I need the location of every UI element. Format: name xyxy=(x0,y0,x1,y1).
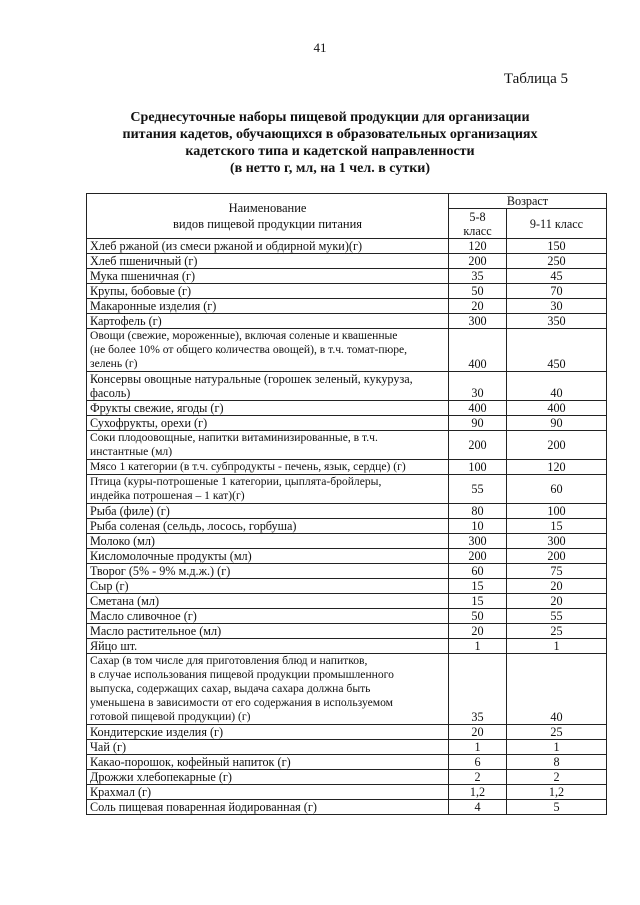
product-name-line: Крупы, бобовые (г) xyxy=(90,284,192,298)
table-row xyxy=(87,416,607,431)
product-name-line: Какао-порошок, кофейный напиток (г) xyxy=(90,755,291,769)
table-row xyxy=(87,624,607,639)
product-name-cell xyxy=(87,755,449,770)
product-name-cell xyxy=(87,785,449,800)
product-name-line: индейка потрошеная – 1 кат)(г) xyxy=(90,489,245,502)
table-row xyxy=(87,269,607,284)
product-name-cell xyxy=(87,460,449,475)
value-grade-5-8: 400 xyxy=(449,401,507,416)
table-row xyxy=(87,564,607,579)
value-grade-5-8: 6 xyxy=(449,755,507,770)
product-name-line: выпуска, содержащих сахар, выдача сахара должна быть xyxy=(90,682,371,695)
value-grade-5-8: 400 xyxy=(449,329,507,372)
value-grade-9-11: 55 xyxy=(507,609,607,624)
product-name-line: Сахар (в том числе для приготовления блюд и напитков, xyxy=(90,654,368,667)
product-name-line: Сухофрукты, орехи (г) xyxy=(90,416,208,430)
table-row xyxy=(87,725,607,740)
table-row xyxy=(87,460,607,475)
product-name-line: в случае использования пищевой продукции промышленного xyxy=(90,668,394,681)
table-row xyxy=(87,475,607,504)
product-name-cell xyxy=(87,800,449,815)
table-title xyxy=(60,109,600,177)
header-grade-line: 5-8 xyxy=(469,209,486,224)
product-name-line: Сметана (мл) xyxy=(90,594,160,608)
header-name-line: Наименование xyxy=(228,201,307,215)
value-grade-9-11: 300 xyxy=(507,534,607,549)
product-name-cell xyxy=(87,299,449,314)
value-grade-9-11: 25 xyxy=(507,725,607,740)
value-grade-9-11: 45 xyxy=(507,269,607,284)
product-name-cell xyxy=(87,416,449,431)
table-row xyxy=(87,785,607,800)
product-name-line: Мука пшеничная (г) xyxy=(90,269,196,283)
product-name-cell xyxy=(87,534,449,549)
table-row xyxy=(87,329,607,372)
product-name-line: фасоль) xyxy=(90,386,131,400)
table-row xyxy=(87,299,607,314)
product-name-line: Макаронные изделия (г) xyxy=(90,299,217,313)
value-grade-9-11: 30 xyxy=(507,299,607,314)
value-grade-5-8: 10 xyxy=(449,519,507,534)
product-name-cell xyxy=(87,372,449,401)
value-grade-5-8: 90 xyxy=(449,416,507,431)
product-name-cell xyxy=(87,579,449,594)
title-line: кадетского типа и кадетской направленности xyxy=(185,144,475,159)
product-name-line: Картофель (г) xyxy=(90,314,162,328)
value-grade-9-11: 20 xyxy=(507,594,607,609)
value-grade-9-11: 200 xyxy=(507,431,607,460)
product-name-cell xyxy=(87,504,449,519)
value-grade-9-11: 120 xyxy=(507,460,607,475)
header-grade-line: класс xyxy=(463,223,492,238)
value-grade-5-8: 200 xyxy=(449,254,507,269)
header-name-line: видов пищевой продукции питания xyxy=(172,217,363,231)
product-name-line: уменьшена в зависимости от его содержания в используемом xyxy=(90,696,393,709)
table-row xyxy=(87,519,607,534)
table-row xyxy=(87,755,607,770)
table-row xyxy=(87,504,607,519)
value-grade-9-11: 5 xyxy=(507,800,607,815)
table-row xyxy=(87,254,607,269)
value-grade-5-8: 15 xyxy=(449,579,507,594)
value-grade-5-8: 60 xyxy=(449,564,507,579)
value-grade-9-11: 20 xyxy=(507,579,607,594)
product-name-line: Консервы овощные натуральные (горошек зеленый, кукуруза, xyxy=(90,372,413,386)
value-grade-5-8: 50 xyxy=(449,284,507,299)
product-name-line: Сыр (г) xyxy=(90,579,129,593)
product-name-line: Масло растительное (мл) xyxy=(90,624,222,638)
value-grade-5-8: 50 xyxy=(449,609,507,624)
table-row xyxy=(87,654,607,725)
table-row xyxy=(87,314,607,329)
product-name-cell xyxy=(87,329,449,372)
value-grade-5-8: 1,2 xyxy=(449,785,507,800)
value-grade-9-11: 250 xyxy=(507,254,607,269)
value-grade-9-11: 400 xyxy=(507,401,607,416)
value-grade-9-11: 8 xyxy=(507,755,607,770)
value-grade-5-8: 30 xyxy=(449,372,507,401)
product-name-line: Чай (г) xyxy=(90,740,127,754)
product-name-line: зелень (г) xyxy=(90,357,138,370)
value-grade-9-11: 1,2 xyxy=(507,785,607,800)
product-name-cell xyxy=(87,284,449,299)
food-norms-table xyxy=(86,193,607,815)
table-row xyxy=(87,800,607,815)
product-name-line: Творог (5% - 9% м.д.ж.) (г) xyxy=(90,564,231,578)
value-grade-5-8: 120 xyxy=(449,239,507,254)
value-grade-5-8: 200 xyxy=(449,549,507,564)
value-grade-9-11: 450 xyxy=(507,329,607,372)
product-name-cell xyxy=(87,314,449,329)
column-header-age: Возраст xyxy=(449,194,607,209)
product-name-line: Соки плодоовощные, напитки витаминизированные, в т.ч. xyxy=(90,431,378,444)
table-row xyxy=(87,594,607,609)
product-name-cell xyxy=(87,770,449,785)
value-grade-9-11: 15 xyxy=(507,519,607,534)
product-name-line: Фрукты свежие, ягоды (г) xyxy=(90,401,224,415)
product-name-line: Кисломолочные продукты (мл) xyxy=(90,549,252,563)
value-grade-9-11: 150 xyxy=(507,239,607,254)
value-grade-9-11: 2 xyxy=(507,770,607,785)
value-grade-5-8: 4 xyxy=(449,800,507,815)
product-name-line: (не более 10% от общего количества овощей), в т.ч. томат-пюре, xyxy=(90,343,408,356)
column-header-name xyxy=(87,194,449,239)
value-grade-9-11: 200 xyxy=(507,549,607,564)
table-row xyxy=(87,401,607,416)
value-grade-5-8: 100 xyxy=(449,460,507,475)
table-row xyxy=(87,639,607,654)
product-name-line: Рыба (филе) (г) xyxy=(90,504,170,518)
table-row xyxy=(87,431,607,460)
product-name-cell xyxy=(87,740,449,755)
product-name-cell xyxy=(87,431,449,460)
product-name-cell xyxy=(87,654,449,725)
product-name-line: Хлеб пшеничный (г) xyxy=(90,254,198,268)
value-grade-9-11: 25 xyxy=(507,624,607,639)
title-line: (в нетто г, мл, на 1 чел. в сутки) xyxy=(229,161,431,176)
product-name-cell xyxy=(87,254,449,269)
title-line: Среднесуточные наборы пищевой продукции для организации xyxy=(130,110,530,125)
value-grade-5-8: 55 xyxy=(449,475,507,504)
value-grade-5-8: 15 xyxy=(449,594,507,609)
page-number: 41 xyxy=(313,40,327,55)
product-name-line: Дрожжи хлебопекарные (г) xyxy=(90,770,232,784)
table-row xyxy=(87,740,607,755)
value-grade-5-8: 20 xyxy=(449,725,507,740)
product-name-line: Молоко (мл) xyxy=(90,534,155,548)
product-name-line: Крахмал (г) xyxy=(90,785,152,799)
product-name-line: Яйцо шт. xyxy=(90,639,138,653)
table-row xyxy=(87,770,607,785)
product-name-line: Соль пищевая поваренная йодированная (г) xyxy=(90,800,317,814)
value-grade-5-8: 20 xyxy=(449,624,507,639)
value-grade-5-8: 35 xyxy=(449,269,507,284)
value-grade-9-11: 350 xyxy=(507,314,607,329)
product-name-line: Хлеб ржаной (из смеси ржаной и обдирной муки)(г) xyxy=(90,239,362,253)
value-grade-5-8: 20 xyxy=(449,299,507,314)
product-name-line: инстантные (мл) xyxy=(90,445,173,458)
value-grade-9-11: 1 xyxy=(507,639,607,654)
value-grade-5-8: 1 xyxy=(449,740,507,755)
value-grade-9-11: 60 xyxy=(507,475,607,504)
product-name-cell xyxy=(87,564,449,579)
title-line: питания кадетов, обучающихся в образовательных организациях xyxy=(122,127,538,142)
value-grade-5-8: 2 xyxy=(449,770,507,785)
table-label: Таблица 5 xyxy=(503,71,568,87)
value-grade-5-8: 80 xyxy=(449,504,507,519)
product-name-cell xyxy=(87,624,449,639)
product-name-line: Овощи (свежие, мороженные), включая соленые и квашенные xyxy=(90,329,398,342)
value-grade-5-8: 300 xyxy=(449,314,507,329)
product-name-line: Мясо 1 категории (в т.ч. субпродукты - печень, язык, сердце) (г) xyxy=(90,460,406,473)
product-name-cell xyxy=(87,269,449,284)
product-name-line: Кондитерские изделия (г) xyxy=(90,725,224,739)
product-name-line: Масло сливочное (г) xyxy=(90,609,197,623)
product-name-cell xyxy=(87,549,449,564)
value-grade-9-11: 90 xyxy=(507,416,607,431)
product-name-cell xyxy=(87,594,449,609)
value-grade-5-8: 35 xyxy=(449,654,507,725)
table-row xyxy=(87,239,607,254)
value-grade-9-11: 40 xyxy=(507,654,607,725)
product-name-cell xyxy=(87,401,449,416)
column-header-grade-9-11: 9-11 класс xyxy=(507,209,607,239)
product-name-cell xyxy=(87,609,449,624)
value-grade-5-8: 300 xyxy=(449,534,507,549)
value-grade-5-8: 200 xyxy=(449,431,507,460)
table-row xyxy=(87,372,607,401)
product-name-cell xyxy=(87,725,449,740)
table-row xyxy=(87,284,607,299)
product-name-cell xyxy=(87,639,449,654)
value-grade-9-11: 75 xyxy=(507,564,607,579)
table-row xyxy=(87,549,607,564)
product-name-line: Рыба соленая (сельдь, лосось, горбуша) xyxy=(90,519,297,533)
value-grade-9-11: 40 xyxy=(507,372,607,401)
product-name-line: готовой пищевой продукции) (г) xyxy=(90,710,251,723)
product-name-cell xyxy=(87,239,449,254)
value-grade-9-11: 100 xyxy=(507,504,607,519)
product-name-cell xyxy=(87,475,449,504)
column-header-grade-5-8 xyxy=(449,209,507,239)
product-name-line: Птица (куры-потрошеные 1 категории, цыплята-бройлеры, xyxy=(90,475,382,488)
product-name-cell xyxy=(87,519,449,534)
value-grade-5-8: 1 xyxy=(449,639,507,654)
table-row xyxy=(87,534,607,549)
value-grade-9-11: 1 xyxy=(507,740,607,755)
value-grade-9-11: 70 xyxy=(507,284,607,299)
table-row xyxy=(87,579,607,594)
table-body xyxy=(87,239,607,815)
table-row xyxy=(87,609,607,624)
